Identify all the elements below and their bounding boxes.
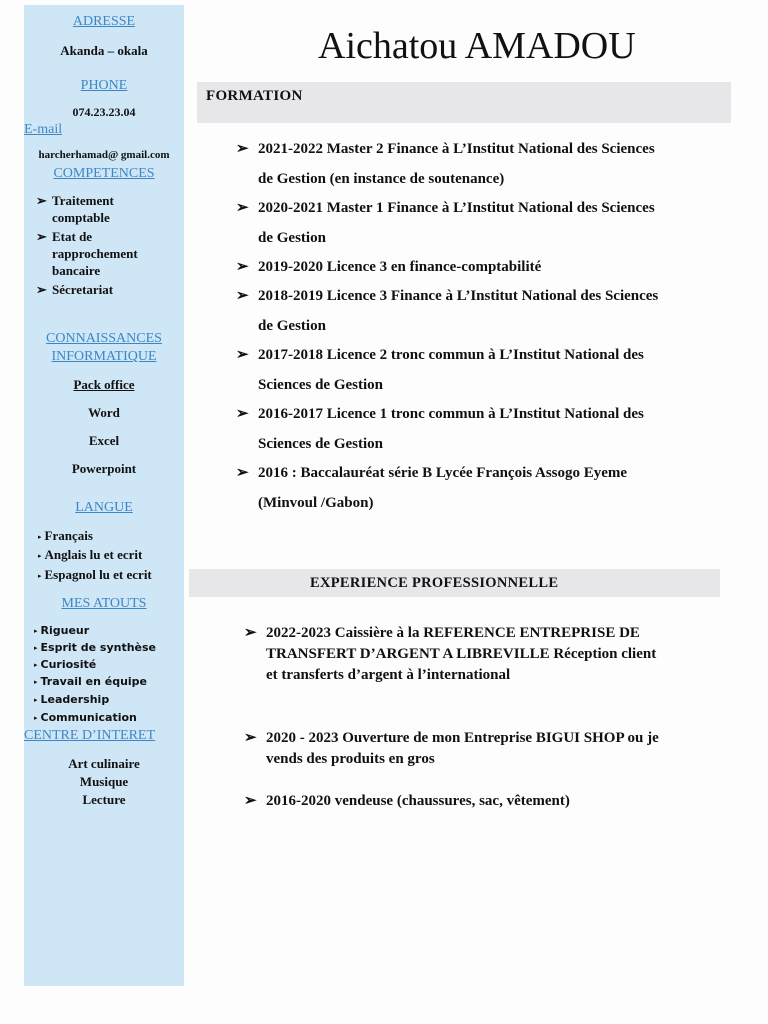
arrowhead-bullet-icon: ➢: [36, 193, 47, 208]
atout-item: ▸ Rigueur: [34, 624, 90, 637]
phone-value: 074.23.23.04: [72, 105, 136, 119]
atout-item: ▸ Curiosité: [34, 658, 97, 671]
langue-item: ▸ Français: [38, 528, 93, 543]
formation-item: ➢ 2019-2020 Licence 3 en finance-comptabilité: [236, 253, 736, 283]
informatique-heading-2: INFORMATIQUE: [51, 349, 157, 364]
small-triangle-bullet-icon: ▸: [34, 678, 38, 686]
small-triangle-bullet-icon: ▸: [38, 572, 42, 580]
experience-item: ➢ 2022-2023 Caissière à la REFERENCE ENTREPRISE DE TRANSFERT D’ARGENT A LIBREVILLE Réception client et transferts d’argent à l’international: [244, 625, 657, 683]
arrowhead-bullet-icon: ➢: [36, 282, 47, 297]
arrowhead-bullet-icon: ➢: [244, 625, 257, 641]
formation-item: ➢ 2016-2017 Licence 1 tronc commun à L’Institut National des Sciences de Gestion: [236, 400, 736, 459]
sidebar: [24, 5, 184, 986]
small-triangle-bullet-icon: ▸: [34, 644, 38, 652]
arrowhead-bullet-icon: ➢: [236, 288, 249, 304]
email-value: harcherhamad@ gmail.com: [38, 149, 170, 161]
atout-item: ▸ Travail en équipe: [34, 675, 148, 688]
small-triangle-bullet-icon: ▸: [34, 696, 38, 704]
experience-heading: EXPERIENCE PROFESSIONNELLE: [310, 575, 559, 591]
informatique-item: Powerpoint: [71, 461, 137, 476]
competence-item: ➢ Traitement comptable: [36, 193, 114, 225]
page-title: Aichatou AMADOU: [318, 25, 636, 67]
interet-item: Musique: [79, 774, 129, 789]
informatique-item: Pack office: [73, 377, 135, 392]
informatique-item: Excel: [88, 433, 120, 448]
formation-heading: FORMATION: [206, 88, 303, 104]
langue-item: ▸ Espagnol lu et ecrit: [38, 567, 152, 582]
small-triangle-bullet-icon: ▸: [38, 533, 42, 541]
langue-item: ▸ Anglais lu et ecrit: [38, 547, 143, 562]
langue-heading: LANGUE: [75, 500, 133, 515]
email-heading: E-mail: [24, 122, 63, 137]
atout-item: ▸ Esprit de synthèse: [34, 641, 157, 654]
formation-item: ➢ 2021-2022 Master 2 Finance à L’Institut National des Sciences de Gestion (en instance de soutenance): [236, 135, 736, 194]
arrowhead-bullet-icon: ➢: [236, 141, 249, 157]
formation-item: ➢ 2017-2018 Licence 2 tronc commun à L’Institut National des Sciences de Gestion: [236, 341, 736, 400]
interets-heading: CENTRE D’INTERET: [24, 728, 156, 743]
arrowhead-bullet-icon: ➢: [244, 793, 257, 809]
small-triangle-bullet-icon: ▸: [34, 661, 38, 669]
arrowhead-bullet-icon: ➢: [236, 465, 249, 481]
arrowhead-bullet-icon: ➢: [244, 730, 257, 746]
interet-item: Art culinaire: [68, 756, 140, 771]
formation-item: ➢ 2018-2019 Licence 3 Finance à L’Institut National des Sciences de Gestion: [236, 282, 736, 341]
formation-item: ➢ 2016 : Baccalauréat série B Lycée François Assogo Eyeme (Minvoul /Gabon): [236, 459, 736, 518]
address-heading: ADRESSE: [72, 14, 136, 29]
atouts-heading: MES ATOUTS: [61, 596, 147, 611]
arrowhead-bullet-icon: ➢: [236, 406, 249, 422]
informatique-item: Word: [88, 405, 120, 420]
formation-item: ➢ 2020-2021 Master 1 Finance à L’Institut National des Sciences de Gestion: [236, 194, 736, 253]
small-triangle-bullet-icon: ▸: [34, 714, 38, 722]
competence-item: ➢ Etat de rapprochement bancaire: [36, 229, 138, 278]
small-triangle-bullet-icon: ▸: [38, 552, 42, 560]
phone-heading: PHONE: [80, 78, 128, 93]
arrowhead-bullet-icon: ➢: [236, 200, 249, 216]
arrowhead-bullet-icon: ➢: [236, 347, 249, 363]
address-value: Akanda – okala: [60, 43, 148, 58]
interet-item: Lecture: [82, 792, 126, 807]
arrowhead-bullet-icon: ➢: [236, 259, 249, 275]
competence-item: ➢ Sécretariat: [36, 282, 114, 297]
arrowhead-bullet-icon: ➢: [36, 229, 47, 244]
competences-heading: COMPETENCES: [53, 166, 155, 181]
atout-item: ▸ Leadership: [34, 693, 110, 706]
small-triangle-bullet-icon: ▸: [34, 627, 38, 635]
experience-item: ➢ 2020 - 2023 Ouverture de mon Entreprise BIGUI SHOP ou je vends des produits en gros: [244, 730, 659, 767]
experience-item: ➢ 2016-2020 vendeuse (chaussures, sac, vêtement): [244, 791, 738, 812]
informatique-heading-1: CONNAISSANCES: [46, 331, 162, 346]
atout-item: ▸ Communication: [34, 711, 137, 724]
